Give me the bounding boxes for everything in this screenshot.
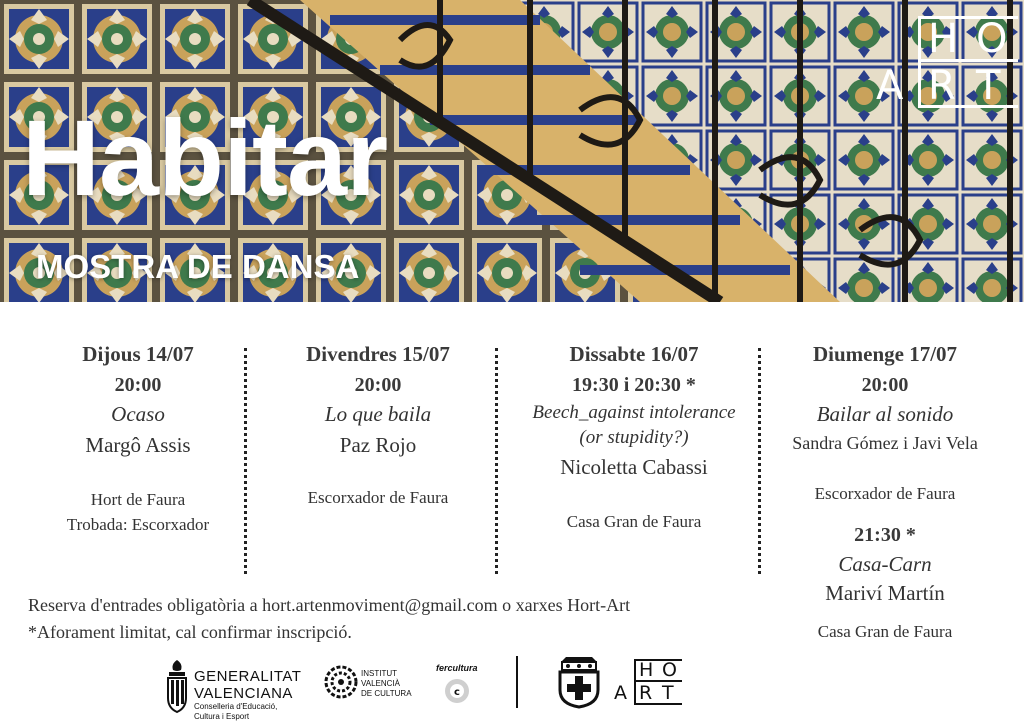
event-subtitle: MOSTRA DE DANSA xyxy=(36,248,360,285)
work-title: Beech_against intolerance xyxy=(532,402,736,423)
generalitat-line-1: GENERALITAT xyxy=(194,668,302,685)
event-title: Habitar xyxy=(22,97,388,218)
hoart-logo xyxy=(872,16,1020,108)
ivc-name xyxy=(361,669,412,699)
faura-coat-of-arms-icon xyxy=(556,655,602,709)
hoart-letter: O xyxy=(976,16,1008,62)
meeting-point: Trobada: Escorxador xyxy=(66,515,210,534)
hoart-letter: H xyxy=(928,16,959,62)
hoart-letter: R xyxy=(928,63,956,109)
show-time: 20:00 xyxy=(354,374,402,396)
generalitat-crest-icon xyxy=(164,658,190,714)
second-show-time: 21:30 * xyxy=(854,524,916,546)
dotted-separator xyxy=(495,348,498,574)
dotted-separator xyxy=(244,348,247,574)
second-artist-name: Mariví Martín xyxy=(825,581,945,605)
venue: Hort de Faura xyxy=(90,490,186,509)
show-time: 19:30 i 20:30 * xyxy=(572,374,696,396)
hoart-letter: O xyxy=(662,659,677,681)
work-title: Ocaso xyxy=(111,402,165,426)
conselleria-name xyxy=(194,702,277,722)
artist-name: Margô Assis xyxy=(85,433,191,457)
svg-text:c: c xyxy=(454,687,460,698)
show-time: 20:00 xyxy=(861,374,909,396)
dotted-separator xyxy=(758,348,761,574)
venue: Casa Gran de Faura xyxy=(566,512,702,531)
hoart-letter: R xyxy=(639,682,653,704)
work-title: Lo que baila xyxy=(324,402,432,426)
conselleria-line-1: Conselleria d'Educació, xyxy=(194,702,278,711)
schedule-day-1 xyxy=(38,342,238,535)
footer-divider xyxy=(516,656,518,708)
work-title: Bailar al sonido xyxy=(816,402,954,426)
artist-name: Paz Rojo xyxy=(339,433,417,457)
hoart-letter: A xyxy=(614,682,627,704)
hoart-letter: T xyxy=(662,682,674,704)
booking-line: Reserva d'entrades obligatòria a hort.artenmoviment@gmail.com o xarxes Hort-Art xyxy=(28,595,631,615)
hoart-letter: T xyxy=(976,63,1001,109)
work-title-line-2: (or stupidity?) xyxy=(579,427,689,448)
day-label: Divendres 15/07 xyxy=(306,342,450,366)
schedule-day-4 xyxy=(766,342,1004,642)
hoart-letter: A xyxy=(876,63,904,109)
fercultura-badge-icon xyxy=(444,678,470,704)
fercultura-label: fercultura xyxy=(436,663,478,673)
show-time: 20:00 xyxy=(114,374,162,396)
ivc-line-3: DE CULTURA xyxy=(361,689,412,698)
artist-name: Sandra Gómez i Javi Vela xyxy=(792,433,978,453)
artist-name: Nicoletta Cabassi xyxy=(560,455,708,479)
hero-banner xyxy=(0,0,1024,302)
capacity-note: *Aforament limitat, cal confirmar inscripció. xyxy=(28,622,352,642)
schedule-day-3 xyxy=(514,342,754,532)
generalitat-line-2: VALENCIANA xyxy=(194,685,293,702)
second-work-title: Casa-Carn xyxy=(838,552,932,576)
day-label: Dijous 14/07 xyxy=(82,342,194,366)
second-venue: Casa Gran de Faura xyxy=(817,622,953,641)
venue: Escorxador de Faura xyxy=(814,484,956,503)
hoart-footer-logo xyxy=(612,659,682,705)
booking-info xyxy=(28,592,630,646)
day-label: Diumenge 17/07 xyxy=(812,342,958,366)
venue: Escorxador de Faura xyxy=(307,488,449,507)
hoart-letter: H xyxy=(639,659,654,681)
schedule-day-2 xyxy=(278,342,478,508)
ivc-line-2: VALENCIÀ xyxy=(361,679,400,688)
ivc-logo-icon xyxy=(324,665,358,699)
day-label: Dissabte 16/07 xyxy=(569,342,699,366)
generalitat-name xyxy=(194,668,301,702)
conselleria-line-2: Cultura i Esport xyxy=(194,712,250,721)
ivc-line-1: INSTITUT xyxy=(361,669,397,678)
